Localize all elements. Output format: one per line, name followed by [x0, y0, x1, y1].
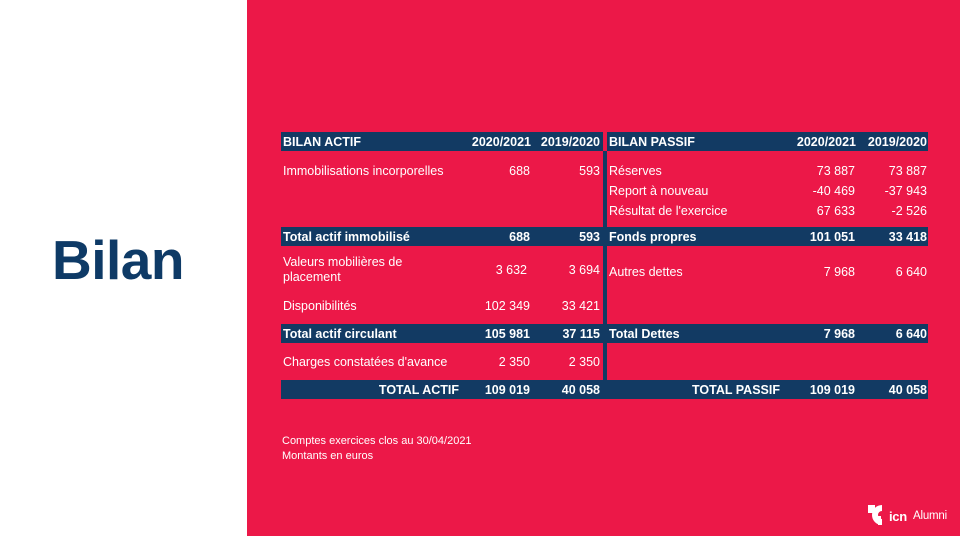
- table-row: [281, 353, 603, 370]
- passif-subtotal-row: [607, 324, 928, 343]
- row-col2: 593: [579, 163, 600, 178]
- table-row: [607, 202, 928, 219]
- row-col1: 101 051: [809, 229, 855, 244]
- actif-subtotal-row: [281, 227, 603, 246]
- row-col1: 109 019: [809, 382, 855, 397]
- footnote-line: Montants en euros: [282, 450, 374, 462]
- table-row: [607, 162, 928, 179]
- row-col2: 593: [579, 229, 600, 244]
- passif-header-col2: 2019/2020: [867, 134, 927, 149]
- row-col1: 102 349: [484, 298, 530, 313]
- row-label: TOTAL ACTIF: [378, 382, 459, 397]
- passif-header-label: BILAN PASSIF: [609, 134, 695, 149]
- table-row: [607, 182, 928, 199]
- footnote: [282, 434, 472, 464]
- row-col2: 6 640: [895, 264, 927, 279]
- actif-header-col2: 2019/2020: [540, 134, 600, 149]
- row-col2: 2 350: [568, 354, 600, 369]
- row-label: Total Dettes: [609, 326, 680, 341]
- logo-brand: icn: [889, 509, 907, 524]
- row-col2: 3 694: [568, 263, 600, 277]
- actif-header-row: [281, 132, 603, 151]
- row-col1: 688: [509, 229, 530, 244]
- actif-total-row: [281, 380, 603, 399]
- row-col1: 73 887: [816, 163, 855, 178]
- row-label: Total actif circulant: [283, 326, 397, 341]
- bilan-actif-table: [281, 132, 603, 399]
- row-col2: 73 887: [888, 163, 927, 178]
- bilan-passif-table: [607, 132, 928, 399]
- row-col2: 37 115: [562, 326, 600, 341]
- row-col2: 33 421: [561, 298, 600, 313]
- row-label: Total actif immobilisé: [283, 229, 410, 244]
- row-col2: 40 058: [561, 382, 600, 397]
- left-panel: [0, 0, 247, 536]
- passif-subtotal-row: [607, 227, 928, 246]
- table-row: [281, 162, 603, 179]
- passif-header-row: [607, 132, 928, 151]
- row-label: Disponibilités: [283, 298, 357, 313]
- row-col1: 109 019: [484, 382, 530, 397]
- logo-suffix: Alumni: [913, 510, 947, 522]
- passif-total-row: [607, 380, 928, 399]
- table-row: [607, 263, 928, 280]
- row-col1: 2 350: [498, 354, 530, 369]
- row-label: Résultat de l'exercice: [609, 203, 728, 218]
- actif-subtotal-row: [281, 324, 603, 343]
- actif-header-label: BILAN ACTIF: [283, 134, 361, 149]
- row-col2: -2 526: [891, 203, 927, 218]
- slide-title: Bilan: [52, 229, 184, 291]
- row-col1: 3 632: [495, 263, 527, 277]
- row-col1: 7 968: [823, 264, 855, 279]
- table-row: [281, 297, 603, 314]
- actif-header-col1: 2020/2021: [471, 134, 531, 149]
- row-col1: 67 633: [816, 203, 855, 218]
- row-col2: 6 640: [895, 326, 927, 341]
- row-label: Charges constatées d'avance: [283, 354, 448, 369]
- row-label: TOTAL PASSIF: [692, 382, 780, 397]
- row-col1: 7 968: [823, 326, 855, 341]
- row-col2: 40 058: [888, 382, 927, 397]
- passif-header-col1: 2020/2021: [796, 134, 856, 149]
- row-col1: 688: [509, 163, 530, 178]
- icn-alumni-logo: [868, 503, 956, 527]
- table-row: [281, 254, 603, 286]
- row-label: Réserves: [609, 163, 662, 178]
- row-label: Valeurs mobilières de placement: [283, 255, 403, 284]
- row-label: Report à nouveau: [609, 183, 709, 198]
- row-label: Autres dettes: [609, 264, 683, 279]
- row-label: Fonds propres: [609, 229, 697, 244]
- row-col1: -40 469: [812, 183, 855, 198]
- row-col2: -37 943: [884, 183, 927, 198]
- row-col2: 33 418: [888, 229, 927, 244]
- row-col1: 105 981: [484, 326, 530, 341]
- row-label: Immobilisations incorporelles: [283, 163, 444, 178]
- footnote-line: Comptes exercices clos au 30/04/2021: [282, 435, 472, 447]
